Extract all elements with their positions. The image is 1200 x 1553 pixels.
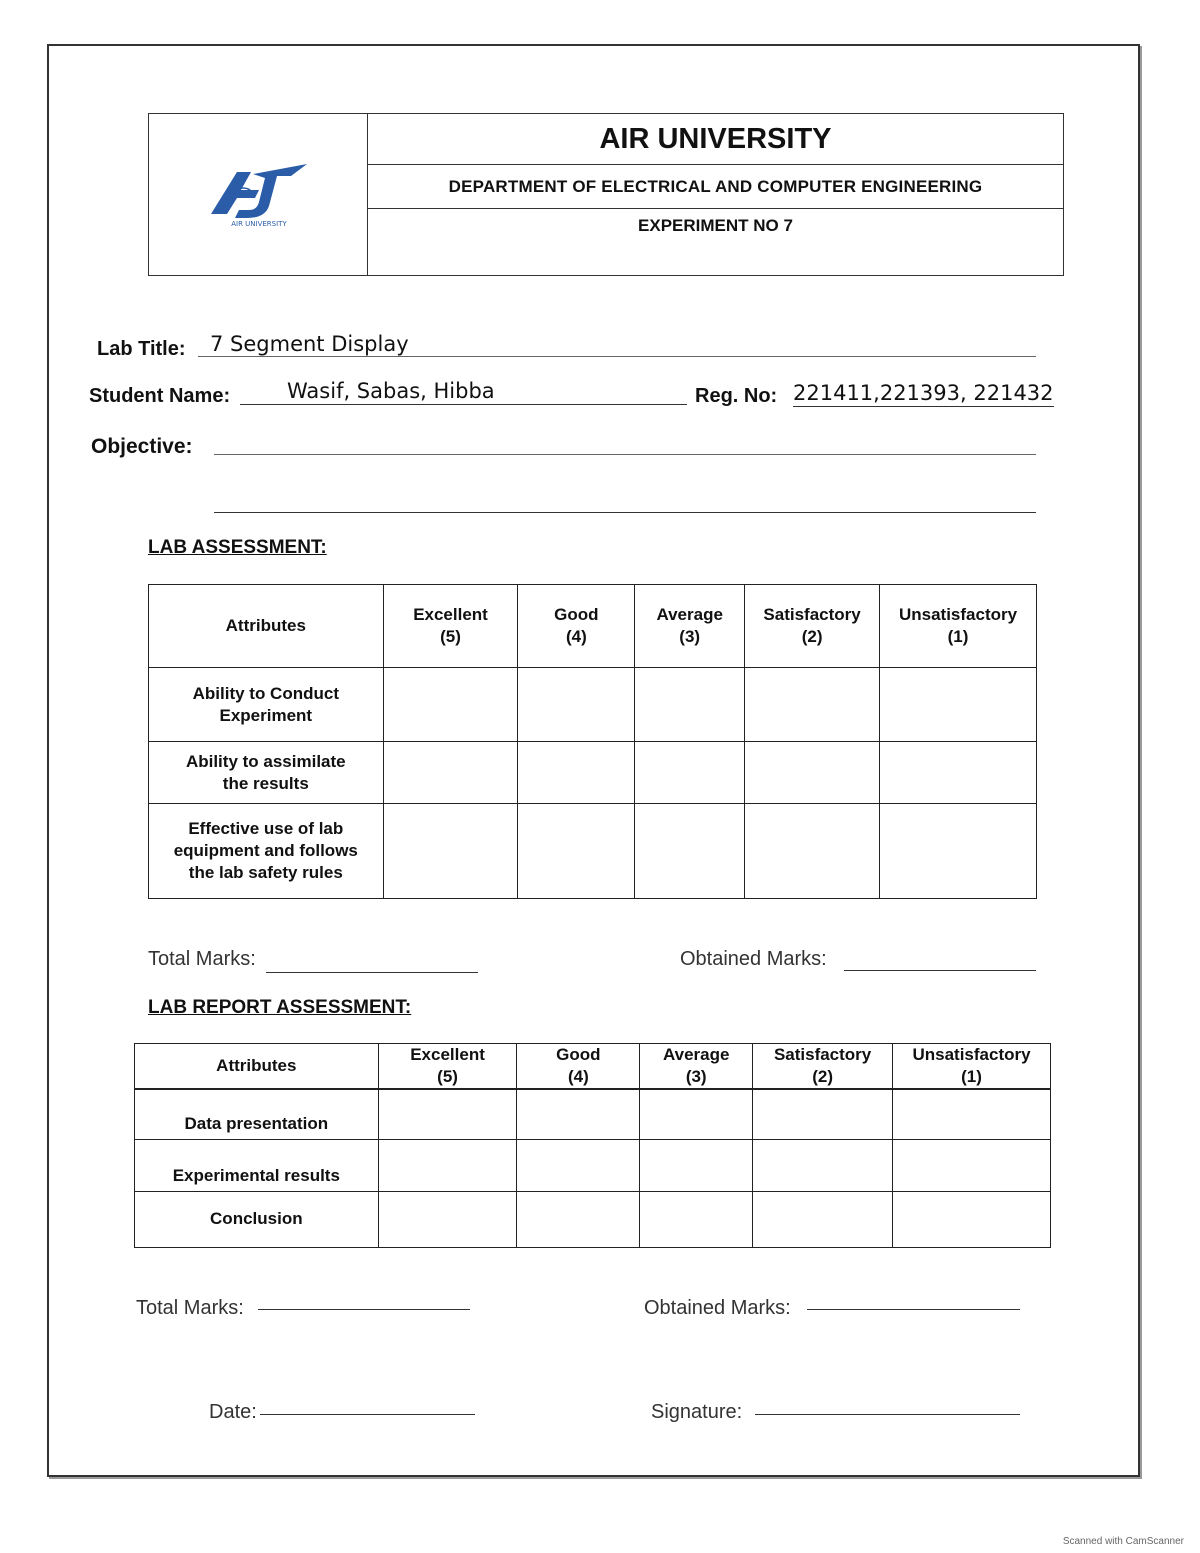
lab-title-label: Lab Title: bbox=[97, 338, 186, 360]
score-cell[interactable] bbox=[893, 1191, 1051, 1247]
header-good: Good (4) bbox=[517, 1044, 640, 1090]
header-satisfactory: Satisfactory (2) bbox=[753, 1044, 893, 1090]
student-name-value[interactable]: Wasif, Sabas, Hibba bbox=[287, 379, 495, 403]
score-cell[interactable] bbox=[745, 742, 880, 804]
score-cell[interactable] bbox=[518, 742, 635, 804]
score-cell[interactable] bbox=[635, 742, 745, 804]
scanner-watermark: Scanned with CamScanner bbox=[1062, 1536, 1184, 1547]
score-cell[interactable] bbox=[378, 1089, 517, 1139]
score-cell[interactable] bbox=[635, 804, 745, 899]
table-row bbox=[149, 742, 1037, 804]
score-cell[interactable] bbox=[745, 668, 880, 742]
score-cell[interactable] bbox=[753, 1139, 893, 1191]
lab-obtained-marks-line[interactable] bbox=[844, 970, 1036, 971]
score-cell[interactable] bbox=[880, 804, 1037, 899]
score-cell[interactable] bbox=[893, 1139, 1051, 1191]
row-attribute: Effective use of lab equipment and follows the lab safety rules bbox=[149, 804, 384, 899]
row-attribute: Ability to assimilate the results bbox=[149, 742, 384, 804]
report-obtained-marks-label: Obtained Marks: bbox=[644, 1297, 791, 1319]
score-cell[interactable] bbox=[745, 804, 880, 899]
score-cell[interactable] bbox=[640, 1139, 753, 1191]
header-good: Good (4) bbox=[518, 585, 635, 668]
student-name-line bbox=[240, 404, 687, 405]
score-cell[interactable] bbox=[518, 668, 635, 742]
score-cell[interactable] bbox=[893, 1089, 1051, 1139]
row-attribute: Conclusion bbox=[135, 1191, 379, 1247]
score-cell[interactable] bbox=[635, 668, 745, 742]
row-attribute: Experimental results bbox=[135, 1139, 379, 1191]
header-average: Average (3) bbox=[635, 585, 745, 668]
score-cell[interactable] bbox=[518, 804, 635, 899]
header-unsatisfactory: Unsatisfactory (1) bbox=[893, 1044, 1051, 1090]
score-cell[interactable] bbox=[640, 1089, 753, 1139]
row-attribute: Data presentation bbox=[135, 1089, 379, 1139]
university-name: AIR UNIVERSITY bbox=[368, 114, 1063, 165]
header-attributes: Attributes bbox=[135, 1044, 379, 1090]
header-satisfactory: Satisfactory (2) bbox=[745, 585, 880, 668]
header-attributes: Attributes bbox=[149, 585, 384, 668]
lab-assessment-table bbox=[148, 584, 1037, 899]
lab-report-assessment-title: LAB REPORT ASSESSMENT: bbox=[148, 997, 412, 1018]
table-row bbox=[149, 804, 1037, 899]
signature-label: Signature: bbox=[651, 1401, 743, 1423]
report-total-marks-line[interactable] bbox=[258, 1309, 470, 1310]
logo-text: AIR UNIVERSITY bbox=[231, 220, 287, 228]
table-row bbox=[149, 668, 1037, 742]
department-name: DEPARTMENT OF ELECTRICAL AND COMPUTER ENGINEERING bbox=[368, 165, 1063, 209]
lab-total-marks-label: Total Marks: bbox=[148, 948, 256, 970]
date-label: Date: bbox=[209, 1401, 257, 1423]
objective-line-1[interactable] bbox=[214, 454, 1036, 455]
score-cell[interactable] bbox=[383, 804, 518, 899]
table-header-row bbox=[135, 1044, 1051, 1090]
lab-title-line bbox=[198, 356, 1036, 357]
experiment-number: EXPERIMENT NO 7 bbox=[638, 216, 793, 235]
objective-label: Objective: bbox=[91, 435, 193, 458]
header-average: Average (3) bbox=[640, 1044, 753, 1090]
score-cell[interactable] bbox=[880, 668, 1037, 742]
report-total-marks-label: Total Marks: bbox=[136, 1297, 244, 1319]
score-cell[interactable] bbox=[378, 1139, 517, 1191]
table-row bbox=[135, 1089, 1051, 1139]
row-attribute: Ability to Conduct Experiment bbox=[149, 668, 384, 742]
score-cell[interactable] bbox=[383, 742, 518, 804]
lab-assessment-title: LAB ASSESSMENT: bbox=[148, 537, 327, 558]
student-name-label: Student Name: bbox=[89, 385, 231, 407]
header-block bbox=[148, 113, 1064, 276]
score-cell[interactable] bbox=[753, 1191, 893, 1247]
header-excellent: Excellent (5) bbox=[378, 1044, 517, 1090]
score-cell[interactable] bbox=[517, 1191, 640, 1247]
lab-report-assessment-table bbox=[134, 1043, 1051, 1248]
reg-no-label: Reg. No: bbox=[695, 385, 778, 407]
score-cell[interactable] bbox=[383, 668, 518, 742]
table-row bbox=[135, 1191, 1051, 1247]
lab-total-marks-line[interactable] bbox=[266, 972, 478, 973]
lab-obtained-marks-label: Obtained Marks: bbox=[680, 948, 827, 970]
score-cell[interactable] bbox=[640, 1191, 753, 1247]
university-logo-icon bbox=[207, 162, 311, 228]
header-unsatisfactory: Unsatisfactory (1) bbox=[880, 585, 1037, 668]
score-cell[interactable] bbox=[517, 1089, 640, 1139]
reg-no-value[interactable]: 221411,221393, 221432 bbox=[793, 381, 1054, 405]
signature-line[interactable] bbox=[755, 1414, 1020, 1415]
lab-title-value[interactable]: 7 Segment Display bbox=[210, 332, 409, 356]
score-cell[interactable] bbox=[517, 1139, 640, 1191]
report-obtained-marks-line[interactable] bbox=[807, 1309, 1020, 1310]
objective-line-2[interactable] bbox=[214, 512, 1036, 513]
logo-cell bbox=[149, 114, 368, 275]
score-cell[interactable] bbox=[880, 742, 1037, 804]
score-cell[interactable] bbox=[378, 1191, 517, 1247]
score-cell[interactable] bbox=[753, 1089, 893, 1139]
table-row bbox=[135, 1139, 1051, 1191]
date-line[interactable] bbox=[260, 1414, 475, 1415]
header-excellent: Excellent (5) bbox=[383, 585, 518, 668]
table-header-row bbox=[149, 585, 1037, 668]
